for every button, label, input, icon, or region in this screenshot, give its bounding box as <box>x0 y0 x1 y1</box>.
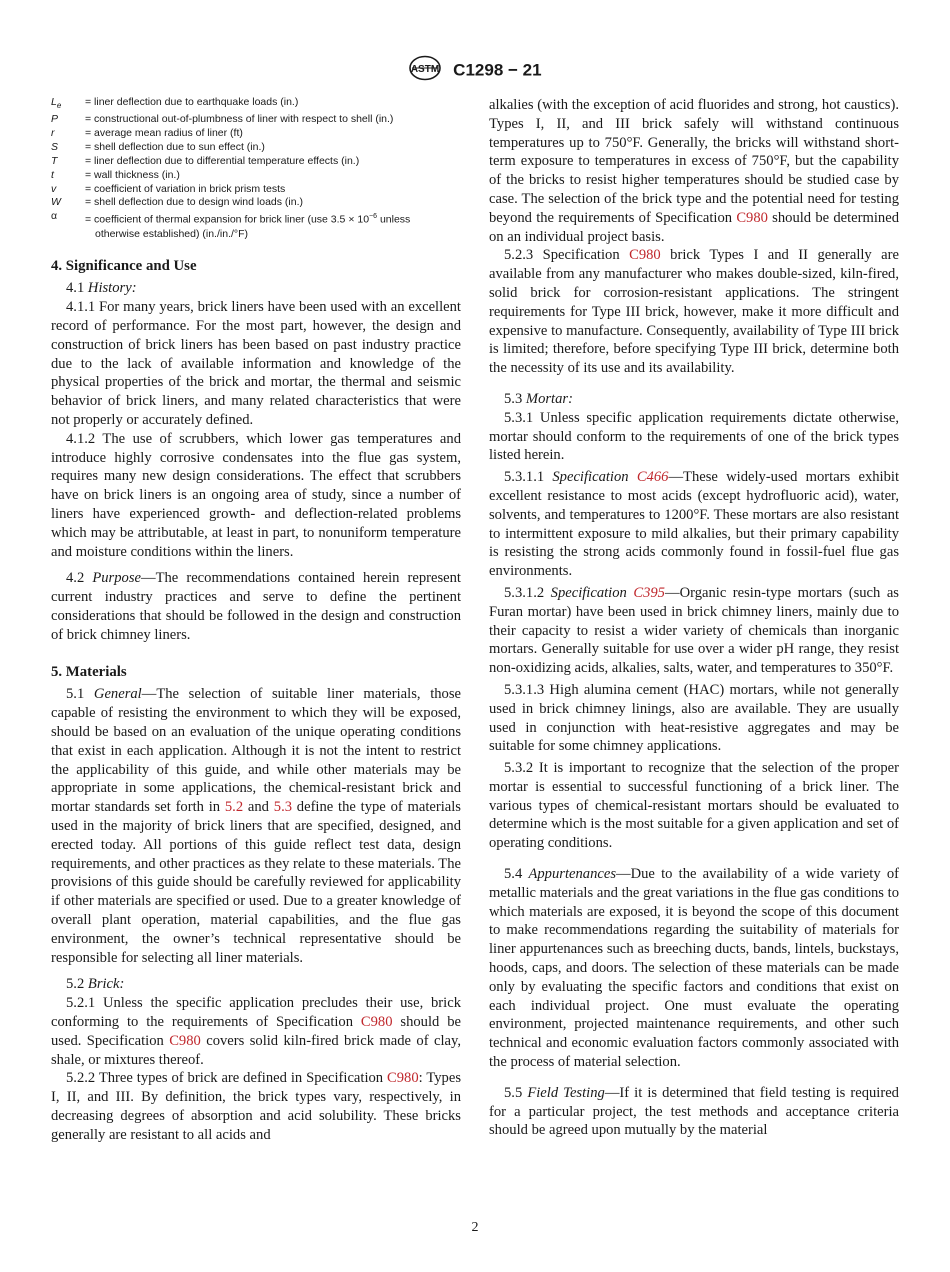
symbol-row <box>51 210 461 241</box>
symbol-description: = shell deflection due to sun effect (in.) <box>85 140 265 153</box>
left-column <box>51 96 461 1145</box>
symbol-row <box>51 183 461 197</box>
symbol-description: = average mean radius of liner (ft) <box>85 126 243 139</box>
paragraph: 5.4 Appurtenances—Due to the availability of a wide variety of metallic materials and the great variations in the flue gas conditions to which materials are exposed, it is beyond the scope of this document to make recommendations regarding the suitability of materials for liner appurtenances such as breeching ducts, bands, lintels, buckstays, hoods, caps, and doors. The selection of these materials can be made only by evaluating the specific factors and conditions that exist on each individual project. One must evaluate the operating environment, projected maintenance requirements, and other such technical and economic evaluation factors commonly associated with the process of material selection. <box>489 866 899 1071</box>
symbol-description: = constructional out-of-plumbness of liner with respect to shell (in.) <box>85 113 394 125</box>
paragraph: 5.2.3 Specification C980 brick Types I and II generally are available from any manufacturer who makes double-sized, kiln-fired, solid brick for corrosion-resistant applications. The stringent requirements for Type III brick, however, make it more difficult and expensive to manufacture. Consequently, availability of Type III brick is limited; therefore, before specifying Type III brick, determine both the necessity of its use and its availability. <box>489 247 899 377</box>
symbol: $L_e$ <box>51 96 62 111</box>
symbol: P <box>51 113 59 125</box>
symbol-row <box>51 96 461 113</box>
standard-link[interactable]: C980 <box>736 209 768 226</box>
standard-designation: C1298 − 21 <box>453 60 542 80</box>
symbol-description: = liner deflection due to earthquake loads (in.) <box>85 96 299 108</box>
paragraph: 5.5 Field Testing—If it is determined that field testing is required for a particular project, the test methods and acceptance criteria should be agreed upon mutually by the material <box>489 1084 899 1139</box>
page-header <box>0 55 950 86</box>
standard-link[interactable]: C980 <box>629 247 661 264</box>
symbol-row <box>51 113 461 127</box>
paragraph: 5.3.1.3 High alumina cement (HAC) mortars, while not generally used in brick chimney linings, also are available. They are usually used in conjunction with heat-resistive aggregates and may be suitable for some chimney applications. <box>489 681 899 755</box>
paragraph: 5.3.2 It is important to recognize that the selection of the proper mortar is essential to successful functioning of a brick liner. The various types of chemical-resistant mortars should be evaluated to determine which is the most suitable for a given application and set of operating conditions. <box>489 760 899 852</box>
paragraph: 5.2.2 Three types of brick are defined in Specification C980: Types I, II, and III. By definition, the brick types vary, respectively, in decreasing degrees of absorption and acid solubility. These bricks generally are resistant to all acids and <box>51 1070 462 1143</box>
symbol-description: = liner deflection due to differential temperature effects (in.) <box>85 154 360 167</box>
standard-link[interactable]: C395 <box>633 584 665 601</box>
symbol-row <box>51 155 461 169</box>
section-link[interactable]: 5.2 <box>224 799 244 816</box>
standard-link[interactable]: C980 <box>169 1032 201 1049</box>
symbol: α <box>51 210 58 223</box>
paragraph: 4.1 History: <box>66 280 137 297</box>
paragraph: 5.2.1 Unless the specific application precludes their use, brick conforming to the requirements of Specification C980 should be used. Specification C980 covers solid kiln-fired brick made of clay, shale, or mixtures thereof. <box>51 995 461 1068</box>
section-link[interactable]: 5.3 <box>273 799 293 816</box>
symbol: t <box>51 168 54 181</box>
paragraph: 5.2 Brick: <box>66 976 125 993</box>
symbol-description: = coefficient of variation in brick prism tests <box>85 182 286 195</box>
symbol-row <box>51 127 461 141</box>
paragraph: 4.1.1 For many years, brick liners have been used with an excellent record of performance. For the most part, however, the design and construction of brick liners has been based on past industry practice due to the lack of available information and knowledge of the physical properties of the brick and mortar, the thermal and seismic behavior of brick liners, and many related characteristics that were not properly or accurately defined. <box>51 299 461 429</box>
symbol: r <box>51 126 55 139</box>
paragraph: 5.1 General—The selection of suitable liner materials, those capable of resisting the environment to which they will be exposed, should be based on an evaluation of the unique operating conditions that exist in each application. Although it is not the intent to restrict the applicability of this guide, and while other materials may be appropriate in some applications, the chemical-resistant brick and mortar standards set forth in 5.2 and 5.3 define the type of materials used in the majority of brick liners that are specified, designed, and erected today. All portions of this guide reflect test data, design requirements, and other practices as they relate to these materials. The provisions of this guide should be carefully reviewed for applicability if other materials are specified or used. Due to a greater knowledge of overall plant operation, material capabilities, and the flue gas environment, the owner’s technical representative should be responsible for selecting all liner materials. <box>51 686 461 966</box>
standard-link[interactable]: C980 <box>360 1013 393 1030</box>
paragraph-continuation: alkalies (with the exception of acid fluorides and strong, hot caustics). Types I, II, and III brick safely will withstand continuous temperatures up to 750°F. Generally, the bricks will withstand short-term exposure to temperatures in excess of 750°F, but the capability of the bricks to resist higher temperatures should be studied case by case. The selection of the brick type and the potential need for testing beyond the requirements of Specification C980 should be determined on an individual project basis. <box>489 97 899 245</box>
page-number: 2 <box>471 1220 479 1235</box>
symbol-description: = wall thickness (in.) <box>85 168 180 181</box>
symbol-list <box>51 96 461 242</box>
paragraph: 5.3.1.2 Specification C395—Organic resin-type mortars (such as Furan mortar) have been used in brick chimney liners, mainly due to their capacity to resist a wider variety of chemicals than inorganic mortars. Generally suitable for use over a wider pH range, they resist non-oxidizing acids, alkalies, salts, water, and temperatures to 350°F. <box>489 584 899 677</box>
section-heading: 5. Materials <box>51 663 127 680</box>
standard-link[interactable]: C980 <box>387 1070 419 1087</box>
symbol-description: = coefficient of thermal expansion for brick liner (use $3.5 \times 10^{-6}$ unless otherwise established) (in./in./°F) <box>85 213 411 240</box>
symbol: W <box>51 196 61 209</box>
right-column <box>489 96 899 1140</box>
astm-logo-icon <box>408 55 442 86</box>
paragraph: 4.1.2 The use of scrubbers, which lower gas temperatures and introduce highly corrosive condensates into the flue gas system, requires many new design considerations. The effect that scrubbers have on brick liners is an ongoing area of study, since a number of liners have experienced growth- and deflection-related problems which may be attributable, at least in part, to nonuniform temperature and moisture conditions within the liners. <box>51 430 461 560</box>
paragraph: 4.2 Purpose—The recommendations contained herein represent current industry practices and serve to define the pertinent considerations that should be followed in the design and construction of brick chimney liners. <box>51 570 461 643</box>
symbol-description: = shell deflection due to design wind loads (in.) <box>85 196 304 209</box>
paragraph: 5.3 Mortar: <box>504 390 573 407</box>
symbol-row <box>51 141 461 155</box>
symbol-row <box>51 169 461 183</box>
svg-text:ASTM: ASTM <box>411 64 440 75</box>
symbol: T <box>51 154 58 167</box>
symbol: S <box>51 140 59 153</box>
paragraph: 5.3.1 Unless specific application requirements dictate otherwise, mortar should conform to the requirements of one of the brick types listed herein. <box>489 409 899 464</box>
paragraph: 5.3.1.1 Specification C466—These widely-used mortars exhibit excellent resistance to most acids (except hydrofluoric acid), water, solvents, and temperatures to 1200°F. These mortars are also resistant to intermittent exposure to mild alkalies, but their primary capability is resisting the strong acids commonly found in fossil-fuel flue gas environments. <box>489 469 899 580</box>
symbol-row <box>51 196 461 210</box>
symbol: v <box>51 182 57 195</box>
standard-link[interactable]: C466 <box>636 469 669 486</box>
section-heading: 4. Significance and Use <box>51 257 197 274</box>
